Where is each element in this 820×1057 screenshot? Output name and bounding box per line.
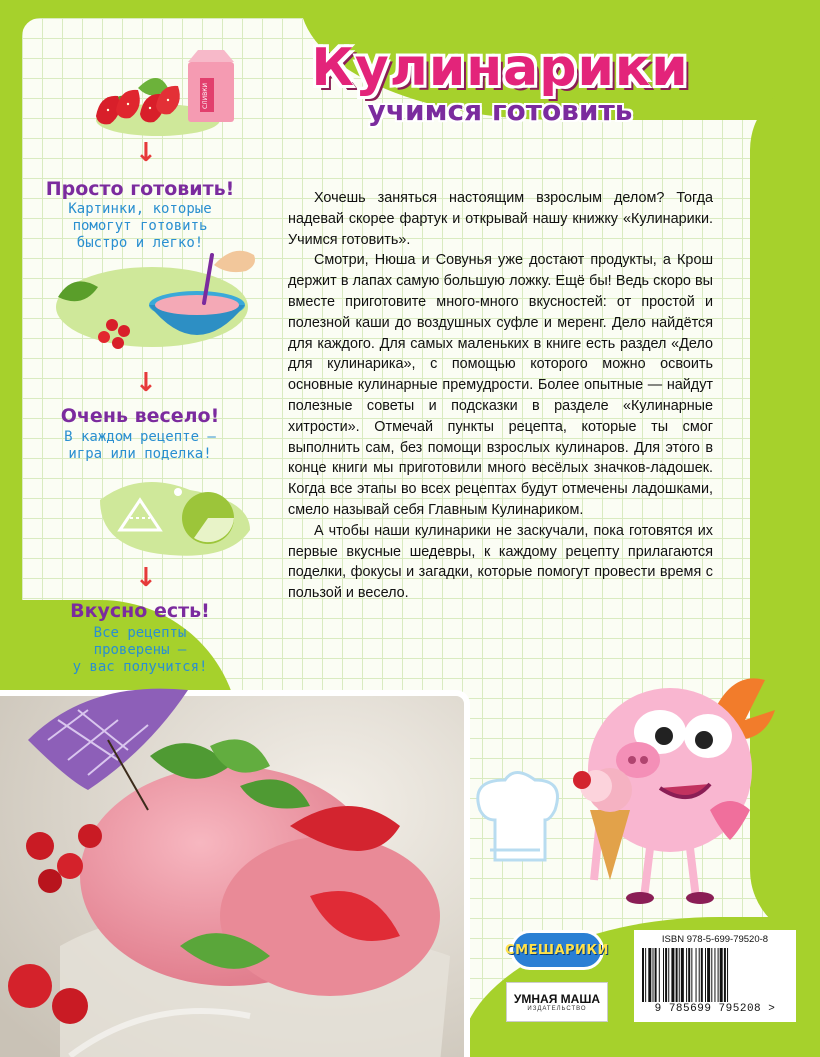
feature-text-3-line: проверены — [93, 642, 187, 658]
nyusha-character [560, 660, 790, 910]
barcode-bar [648, 948, 651, 1002]
barcode-bar [642, 948, 644, 1002]
isbn-label: ISBN 978-5-699-79520-8 [661, 934, 769, 945]
barcode-bar [655, 948, 657, 1002]
feature-heading-2: Очень весело! [60, 405, 220, 427]
barcode-arrow: > [768, 1003, 776, 1015]
barcode-bar [707, 948, 710, 1002]
barcode-bar [653, 948, 654, 1002]
barcode-bar [711, 948, 712, 1002]
book-title [300, 38, 700, 127]
publisher-name: УМНАЯ МАША [513, 992, 601, 1006]
feature-text-2-line: игра или поделка! [68, 446, 212, 462]
arrow-down-icon: ↓ [135, 563, 157, 593]
feature-heading-1: Просто готовить! [45, 178, 235, 200]
paragraph: Смотри, Нюша и Совунья уже достают продукты, а Крош держит в лапах самую большую ложку. Ещё бы! Ведь скоро вы вместе приготовите много-много вкусностей: от простой и полезной каши до воздушных суфле и меренг. Дело найдётся для каждого. Для самых маленьких в книге есть раздел «Дело для кулинарика», с помощью которого можно освоить основные кулинарные премудрости. Более опытные — найдут полезные советы и подсказки в разделе «Кулинарные хитрости». Отмечай пункты рецепта, которые ты смог выполнить сам, без помощи взрослых кулинаров. Для этого в конце книги мы приготовили много весёлых значков-ладошек. Когда все этапы во всех рецептах будут отмечены ладошками, смело называй себя Главным Кулинариком. [288, 252, 713, 518]
barcode-bar [718, 948, 719, 1002]
feature-text-1-line: помогут готовить [72, 218, 208, 234]
umnaya-masha-logo [506, 982, 608, 1022]
feature-text-3-line: Все рецепты [93, 625, 187, 641]
barcode-bar [686, 948, 687, 1002]
feature-text-2-line: В каждом рецепте — [64, 429, 216, 445]
carton-label: СЛИВКИ [202, 82, 209, 110]
smeshariki-logo: СМЕШАРИКИ [510, 930, 604, 970]
barcode-bar [701, 948, 703, 1002]
title-subtitle: учимся готовить [367, 94, 633, 127]
feature-heading-3: Вкусно есть! [70, 600, 210, 622]
barcode-bar [714, 948, 715, 1002]
isbn-barcode-box [634, 930, 796, 1022]
barcode-bar [679, 948, 680, 1002]
mixing-bowl-illustration [52, 245, 262, 355]
barcode-digits: 9 785699 795208 [654, 1003, 762, 1015]
barcode-icon [640, 948, 790, 1002]
barcode-bar [705, 948, 706, 1002]
barcode-bar [727, 948, 728, 1002]
cocktail-umbrella-illustration [18, 680, 198, 820]
barcode-bar [696, 948, 697, 1002]
feature-text-3 [20, 625, 260, 676]
craft-origami-illustration [90, 470, 260, 560]
strawberries-cream-illustration [88, 48, 248, 143]
barcode-bar [676, 948, 678, 1002]
barcode-bar [724, 948, 726, 1002]
arrow-down-icon: ↓ [135, 138, 157, 168]
isbn-digits [640, 1003, 790, 1015]
feature-text-1-line: Картинки, которые [68, 201, 212, 217]
arrow-down-icon: ↓ [135, 368, 157, 398]
barcode-bar [665, 948, 667, 1002]
barcode-bar [663, 948, 664, 1002]
chef-hat-icon [470, 770, 560, 870]
paragraph: Хочешь заняться настоящим взрослым делом? Тогда надевай скорее фартук и открывай нашу книжку «Кулинарики. Учимся готовить». [288, 190, 713, 248]
feature-text-1-line: быстро и легко! [76, 235, 204, 251]
barcode-bar [671, 948, 674, 1002]
barcode-bar [691, 948, 692, 1002]
title-main: Кулинарики [311, 38, 689, 98]
barcode-bar [668, 948, 669, 1002]
feature-text-2 [20, 429, 260, 463]
barcode-bar [720, 948, 723, 1002]
description-text [288, 188, 713, 604]
barcode-bar [645, 948, 646, 1002]
paragraph: А чтобы наши кулинарики не заскучали, пока готовятся их первые вкусные шедевры, к каждому рецепту прилагаются поделки, фокусы и загадки, которые помогут провести время с пользой и весело. [288, 522, 713, 602]
barcode-bar [659, 948, 660, 1002]
barcode-bar [688, 948, 690, 1002]
publisher-subtitle: ИЗДАТЕЛЬСТВО [527, 1006, 587, 1012]
barcode-bar [699, 948, 700, 1002]
feature-text-3-line: у вас получится! [72, 659, 208, 675]
barcode-bar [681, 948, 684, 1002]
